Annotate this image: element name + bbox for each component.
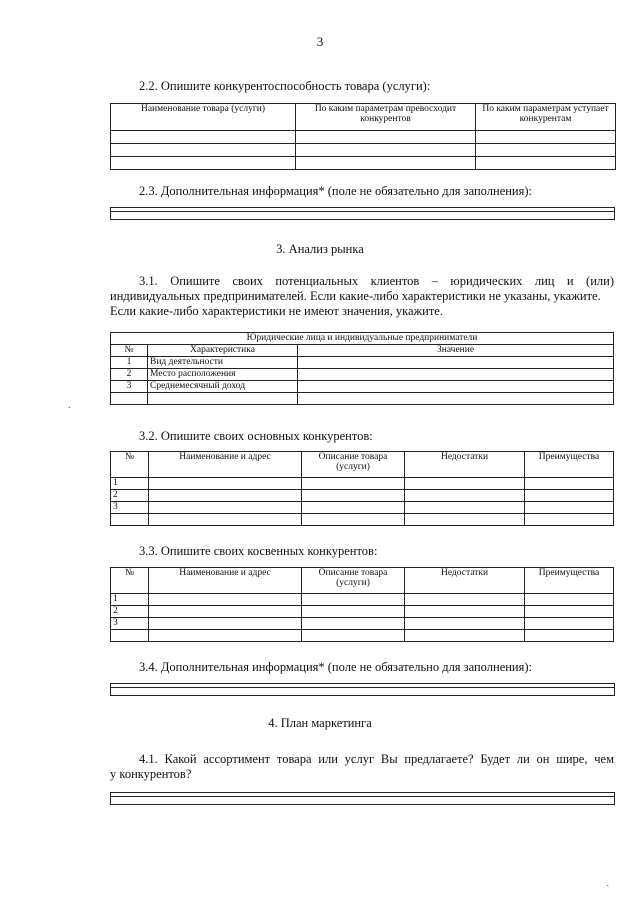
table-cell[interactable] xyxy=(111,630,149,642)
column-header-name-address: Наименование и адрес xyxy=(149,568,302,594)
table-cell[interactable] xyxy=(111,514,149,526)
additional-info-field-3-4[interactable] xyxy=(110,683,615,696)
section-3-1-line2: индивидуальных предпринимателей. Если какие-либо характеристики не указаны, укажите. xyxy=(110,289,601,303)
table-cell[interactable] xyxy=(111,393,148,405)
table-cell[interactable] xyxy=(149,594,302,606)
row-number: 3 xyxy=(111,502,149,514)
row-number: 3 xyxy=(111,381,148,393)
table-cell[interactable] xyxy=(296,144,476,157)
row-number: 1 xyxy=(111,478,149,490)
table-cell[interactable] xyxy=(298,393,614,405)
clients-table xyxy=(110,332,614,405)
additional-info-field-2-3[interactable] xyxy=(110,207,615,220)
column-header-superior: По каким параметрам превосходит конкурентов xyxy=(296,104,476,131)
section-2-3-heading: 2.3. Дополнительная информация* (поле не обязательно для заполнения): xyxy=(139,184,533,198)
table-cell[interactable] xyxy=(405,606,525,618)
row-number: 2 xyxy=(111,369,148,381)
table-cell[interactable] xyxy=(298,369,614,381)
section-4-1-line2: у конкурентов? xyxy=(110,767,192,781)
table-cell[interactable] xyxy=(148,393,298,405)
table-cell[interactable] xyxy=(302,502,405,514)
table-cell[interactable] xyxy=(149,606,302,618)
page-number: 3 xyxy=(316,34,324,49)
table-cell[interactable] xyxy=(302,478,405,490)
table-cell[interactable] xyxy=(149,490,302,502)
section-3-2-heading: 3.2. Опишите своих основных конкурентов: xyxy=(139,429,373,443)
section-3-3-heading: 3.3. Опишите своих косвенных конкурентов: xyxy=(139,544,378,558)
table-cell[interactable] xyxy=(298,357,614,369)
table-cell[interactable] xyxy=(302,594,405,606)
row-number: 2 xyxy=(111,490,149,502)
table-cell[interactable] xyxy=(476,157,616,170)
table-cell[interactable] xyxy=(525,630,614,642)
column-header-description: Описание товара (услуги) xyxy=(302,452,405,478)
section-4-1-line1: 4.1. Какой ассортимент товара или услуг Вы предлагаете? Будет ли он шире, чем xyxy=(139,752,614,766)
table-cell[interactable] xyxy=(302,618,405,630)
table-cell[interactable] xyxy=(525,478,614,490)
table-cell[interactable] xyxy=(302,606,405,618)
column-header-value: Значение xyxy=(298,345,614,357)
clients-table-title: Юридические лица и индивидуальные предприниматели xyxy=(111,333,614,345)
column-header-number: № xyxy=(111,452,149,478)
column-header-number: № xyxy=(111,345,148,357)
section-3-1-line3: Если какие-либо характеристики не имеют значения, укажите. xyxy=(110,304,443,318)
table-cell[interactable] xyxy=(525,502,614,514)
table-cell[interactable] xyxy=(405,594,525,606)
row-label: Среднемесячный доход xyxy=(148,381,298,393)
table-cell[interactable] xyxy=(302,630,405,642)
table-cell[interactable] xyxy=(149,514,302,526)
section-3-1-line1: 3.1. Опишите своих потенциальных клиентов – юридических лиц и (или) xyxy=(139,274,614,288)
column-header-number: № xyxy=(111,568,149,594)
row-label: Вид деятельности xyxy=(148,357,298,369)
table-cell[interactable] xyxy=(111,157,296,170)
table-cell[interactable] xyxy=(111,131,296,144)
column-header-description: Описание товара (услуги) xyxy=(302,568,405,594)
section-3-title: 3. Анализ рынка xyxy=(276,242,364,256)
column-header-product: Наименование товара (услуги) xyxy=(111,104,296,131)
main-competitors-table xyxy=(110,451,614,526)
scan-speck: ˎ xyxy=(606,876,610,887)
table-cell[interactable] xyxy=(405,630,525,642)
table-cell[interactable] xyxy=(302,490,405,502)
table-cell[interactable] xyxy=(476,131,616,144)
competitiveness-table xyxy=(110,103,616,170)
table-cell[interactable] xyxy=(296,131,476,144)
section-4-title: 4. План маркетинга xyxy=(268,716,372,730)
table-cell[interactable] xyxy=(405,502,525,514)
table-cell[interactable] xyxy=(298,381,614,393)
table-cell[interactable] xyxy=(525,594,614,606)
table-cell[interactable] xyxy=(149,502,302,514)
table-cell[interactable] xyxy=(302,514,405,526)
assortment-answer-field[interactable] xyxy=(110,792,615,805)
column-header-characteristic: Характеристика xyxy=(148,345,298,357)
table-cell[interactable] xyxy=(476,144,616,157)
column-header-advantages: Преимущества xyxy=(525,568,614,594)
column-header-inferior: По каким параметрам уступает конкурентам xyxy=(476,104,616,131)
table-cell[interactable] xyxy=(111,144,296,157)
row-number: 3 xyxy=(111,618,149,630)
table-cell[interactable] xyxy=(405,490,525,502)
table-cell[interactable] xyxy=(149,478,302,490)
indirect-competitors-table xyxy=(110,567,614,642)
table-cell[interactable] xyxy=(405,478,525,490)
table-cell[interactable] xyxy=(525,606,614,618)
section-3-4-heading: 3.4. Дополнительная информация* (поле не обязательно для заполнения): xyxy=(139,660,533,674)
column-header-name-address: Наименование и адрес xyxy=(149,452,302,478)
table-cell[interactable] xyxy=(296,157,476,170)
column-header-disadvantages: Недостатки xyxy=(405,568,525,594)
row-number: 1 xyxy=(111,594,149,606)
row-label: Место расположения xyxy=(148,369,298,381)
table-cell[interactable] xyxy=(405,618,525,630)
table-cell[interactable] xyxy=(525,514,614,526)
column-header-advantages: Преимущества xyxy=(525,452,614,478)
column-header-disadvantages: Недостатки xyxy=(405,452,525,478)
table-cell[interactable] xyxy=(149,618,302,630)
table-cell[interactable] xyxy=(405,514,525,526)
table-cell[interactable] xyxy=(525,490,614,502)
table-cell[interactable] xyxy=(149,630,302,642)
scan-speck: . xyxy=(68,400,71,411)
row-number: 2 xyxy=(111,606,149,618)
table-cell[interactable] xyxy=(525,618,614,630)
section-2-2-heading: 2.2. Опишите конкурентоспособность товара (услуги): xyxy=(139,79,431,93)
row-number: 1 xyxy=(111,357,148,369)
